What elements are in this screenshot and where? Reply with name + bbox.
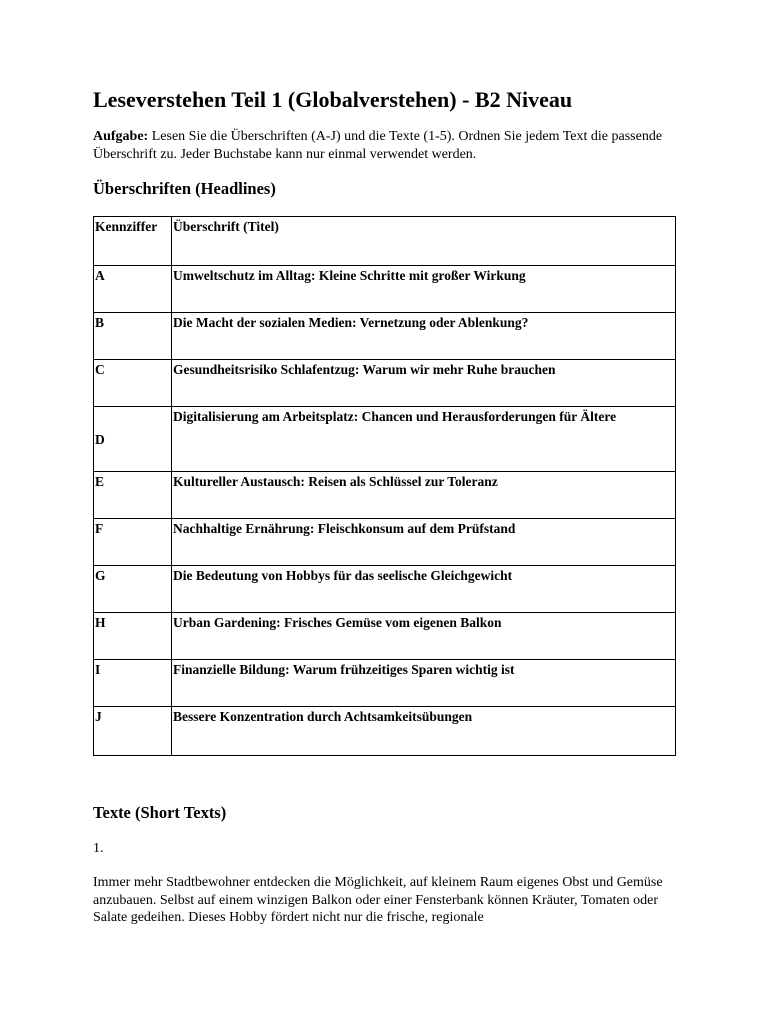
table-row [94,660,676,707]
row-letter: E [94,472,172,519]
row-title: Digitalisierung am Arbeitsplatz: Chancen und Herausforderungen für Ältere [172,407,676,472]
headlines-heading: Überschriften (Headlines) [93,179,276,198]
row-letter: I [94,660,172,707]
row-letter: B [94,313,172,360]
page-title: Leseverstehen Teil 1 (Globalverstehen) - B2 Niveau [93,87,573,112]
row-title: Bessere Konzentration durch Achtsamkeitsübungen [172,707,676,756]
text-number: 1. [93,841,104,856]
column-header-ueberschrift: Überschrift (Titel) [172,217,676,266]
table-row [94,472,676,519]
row-letter: D [94,407,172,472]
row-title: Kultureller Austausch: Reisen als Schlüssel zur Toleranz [172,472,676,519]
row-title: Gesundheitsrisiko Schlafentzug: Warum wir mehr Ruhe brauchen [172,360,676,407]
row-letter: A [94,266,172,313]
table-row [94,360,676,407]
row-letter: C [94,360,172,407]
table-row [94,266,676,313]
row-letter: F [94,519,172,566]
row-title: Die Macht der sozialen Medien: Vernetzung oder Ablenkung? [172,313,676,360]
column-header-kennziffer: Kennziffer [94,217,172,266]
row-title: Nachhaltige Ernährung: Fleischkonsum auf dem Prüfstand [172,519,676,566]
task-instructions [93,128,675,164]
row-letter: H [94,613,172,660]
table-row [94,407,676,472]
row-title: Umweltschutz im Alltag: Kleine Schritte mit großer Wirkung [172,266,676,313]
table-row [94,707,676,756]
row-title: Urban Gardening: Frisches Gemüse vom eigenen Balkon [172,613,676,660]
table-row [94,613,676,660]
table-row [94,519,676,566]
task-text: Lesen Sie die Überschriften (A-J) und die Texte (1-5). Ordnen Sie jedem Text die passende Überschrift zu. Jeder Buchstabe kann nur einmal verwendet werden. [93,129,663,162]
task-label: Aufgabe: [93,129,149,144]
table-header-row [94,217,676,266]
texts-heading: Texte (Short Texts) [93,803,227,822]
table-row [94,566,676,613]
row-letter: J [94,707,172,756]
row-letter: G [94,566,172,613]
table-row [94,313,676,360]
text-body: Immer mehr Stadtbewohner entdecken die Möglichkeit, auf kleinem Raum eigenes Obst und Gemüse anzubauen. Selbst auf einem winzigen Balkon oder einer Fensterbank können Kräuter, Tomaten oder Salate gedeihen. Dieses Hobby fördert nicht nur die frische, regionale [93,875,663,925]
row-title: Die Bedeutung von Hobbys für das seelische Gleichgewicht [172,566,676,613]
headlines-table [93,216,676,756]
row-title: Finanzielle Bildung: Warum frühzeitiges Sparen wichtig ist [172,660,676,707]
